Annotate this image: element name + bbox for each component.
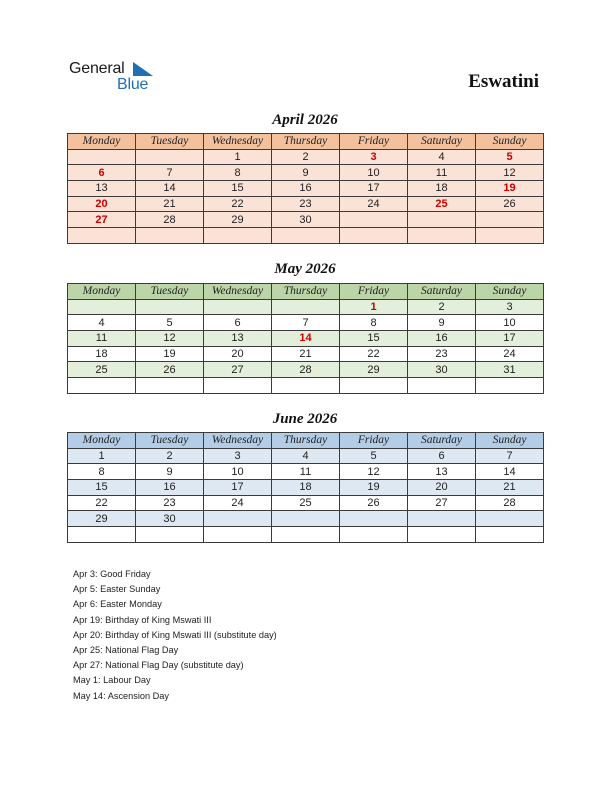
empty-day-cell xyxy=(68,149,136,165)
holiday-note: Apr 6: Easter Monday xyxy=(73,599,162,610)
weekday-header-row xyxy=(68,433,544,449)
week-row xyxy=(68,495,544,511)
empty-day-cell xyxy=(340,212,408,228)
day-cell: 15 xyxy=(340,331,408,347)
day-cell: 7 xyxy=(476,448,544,464)
day-cell: 28 xyxy=(136,212,204,228)
holiday-note: Apr 5: Easter Sunday xyxy=(73,584,161,595)
logo-text-general: General xyxy=(69,60,125,77)
empty-day-cell xyxy=(136,299,204,315)
empty-day-cell xyxy=(408,527,476,543)
day-cell: 13 xyxy=(408,464,476,480)
day-cell: 12 xyxy=(340,464,408,480)
holiday-note: May 1: Labour Day xyxy=(73,675,151,686)
country-title: Eswatini xyxy=(468,71,539,92)
day-cell: 25 xyxy=(408,196,476,212)
week-row xyxy=(68,181,544,197)
day-cell: 19 xyxy=(340,480,408,496)
weekday-header: Sunday xyxy=(476,433,544,449)
day-cell: 10 xyxy=(340,165,408,181)
empty-day-cell xyxy=(136,228,204,244)
empty-day-cell xyxy=(272,511,340,527)
week-row xyxy=(68,165,544,181)
day-cell: 28 xyxy=(272,362,340,378)
weekday-header: Monday xyxy=(68,433,136,449)
day-cell: 9 xyxy=(272,165,340,181)
logo-text-blue: Blue xyxy=(117,76,149,93)
day-cell: 5 xyxy=(476,149,544,165)
day-cell: 21 xyxy=(476,480,544,496)
day-cell: 29 xyxy=(340,362,408,378)
day-cell: 11 xyxy=(68,331,136,347)
day-cell: 15 xyxy=(68,480,136,496)
day-cell: 21 xyxy=(272,346,340,362)
empty-day-cell xyxy=(408,511,476,527)
week-row xyxy=(68,299,544,315)
day-cell: 8 xyxy=(68,464,136,480)
day-cell: 22 xyxy=(68,495,136,511)
empty-day-cell xyxy=(68,527,136,543)
week-row xyxy=(68,331,544,347)
holiday-note: Apr 20: Birthday of King Mswati III (substitute day) xyxy=(73,629,277,640)
week-row xyxy=(68,511,544,527)
day-cell: 6 xyxy=(204,315,272,331)
week-row xyxy=(68,212,544,228)
day-cell: 4 xyxy=(68,315,136,331)
day-cell: 26 xyxy=(136,362,204,378)
empty-day-cell xyxy=(136,378,204,394)
day-cell: 10 xyxy=(204,464,272,480)
empty-day-cell xyxy=(204,511,272,527)
holiday-note: Apr 3: Good Friday xyxy=(73,569,151,579)
empty-day-cell xyxy=(340,511,408,527)
empty-day-cell xyxy=(204,299,272,315)
empty-day-cell xyxy=(68,378,136,394)
day-cell: 25 xyxy=(272,495,340,511)
empty-day-cell xyxy=(68,228,136,244)
weekday-header: Friday xyxy=(340,433,408,449)
day-cell: 20 xyxy=(68,196,136,212)
weekday-header: Saturday xyxy=(408,134,476,150)
empty-day-cell xyxy=(476,228,544,244)
empty-day-cell xyxy=(340,228,408,244)
day-cell: 6 xyxy=(68,165,136,181)
day-cell: 18 xyxy=(408,181,476,197)
empty-day-cell xyxy=(340,527,408,543)
empty-day-cell xyxy=(136,149,204,165)
day-cell: 13 xyxy=(204,331,272,347)
week-row xyxy=(68,149,544,165)
weekday-header: Sunday xyxy=(476,284,544,300)
empty-day-cell xyxy=(272,299,340,315)
day-cell: 10 xyxy=(476,315,544,331)
week-row xyxy=(68,346,544,362)
day-cell: 4 xyxy=(272,448,340,464)
day-cell: 1 xyxy=(204,149,272,165)
weekday-header: Tuesday xyxy=(136,284,204,300)
day-cell: 16 xyxy=(136,480,204,496)
empty-day-cell xyxy=(272,527,340,543)
day-cell: 2 xyxy=(136,448,204,464)
weekday-header-row xyxy=(68,134,544,150)
weekday-header: Thursday xyxy=(272,433,340,449)
day-cell: 18 xyxy=(68,346,136,362)
day-cell: 3 xyxy=(340,149,408,165)
day-cell: 19 xyxy=(136,346,204,362)
day-cell: 3 xyxy=(476,299,544,315)
day-cell: 30 xyxy=(136,511,204,527)
weekday-header-row xyxy=(68,284,544,300)
day-cell: 14 xyxy=(272,331,340,347)
weekday-header: Tuesday xyxy=(136,134,204,150)
weekday-header: Wednesday xyxy=(204,284,272,300)
empty-day-cell xyxy=(272,228,340,244)
day-cell: 14 xyxy=(136,181,204,197)
day-cell: 17 xyxy=(476,331,544,347)
weekday-header: Monday xyxy=(68,134,136,150)
day-cell: 1 xyxy=(340,299,408,315)
holiday-note: Apr 19: Birthday of King Mswati III xyxy=(73,614,212,625)
day-cell: 27 xyxy=(68,212,136,228)
empty-day-cell xyxy=(272,378,340,394)
day-cell: 8 xyxy=(204,165,272,181)
day-cell: 28 xyxy=(476,495,544,511)
holiday-note: Apr 25: National Flag Day xyxy=(73,645,179,656)
empty-day-cell xyxy=(476,378,544,394)
weekday-header: Wednesday xyxy=(204,433,272,449)
empty-day-cell xyxy=(476,527,544,543)
week-row xyxy=(68,196,544,212)
holiday-note: May 14: Ascension Day xyxy=(73,690,170,701)
empty-day-cell xyxy=(204,527,272,543)
day-cell: 20 xyxy=(408,480,476,496)
day-cell: 4 xyxy=(408,149,476,165)
empty-day-cell xyxy=(476,511,544,527)
empty-day-cell xyxy=(408,212,476,228)
day-cell: 5 xyxy=(340,448,408,464)
week-row xyxy=(68,378,544,394)
empty-day-cell xyxy=(136,527,204,543)
day-cell: 9 xyxy=(136,464,204,480)
month-title: April 2026 xyxy=(272,112,338,128)
day-cell: 16 xyxy=(272,181,340,197)
month-calendar-table xyxy=(67,133,544,244)
day-cell: 13 xyxy=(68,181,136,197)
month-title: May 2026 xyxy=(274,261,336,277)
week-row xyxy=(68,228,544,244)
empty-day-cell xyxy=(204,378,272,394)
holiday-list xyxy=(73,567,277,704)
weekday-header: Thursday xyxy=(272,284,340,300)
month-calendar-table xyxy=(67,283,544,394)
week-row xyxy=(68,464,544,480)
day-cell: 29 xyxy=(204,212,272,228)
weekday-header: Friday xyxy=(340,134,408,150)
weekday-header: Monday xyxy=(68,284,136,300)
day-cell: 11 xyxy=(272,464,340,480)
day-cell: 20 xyxy=(204,346,272,362)
day-cell: 3 xyxy=(204,448,272,464)
day-cell: 8 xyxy=(340,315,408,331)
empty-day-cell xyxy=(476,212,544,228)
weekday-header: Thursday xyxy=(272,134,340,150)
day-cell: 7 xyxy=(136,165,204,181)
day-cell: 11 xyxy=(408,165,476,181)
day-cell: 9 xyxy=(408,315,476,331)
day-cell: 2 xyxy=(272,149,340,165)
day-cell: 1 xyxy=(68,448,136,464)
day-cell: 30 xyxy=(408,362,476,378)
day-cell: 7 xyxy=(272,315,340,331)
weekday-header: Tuesday xyxy=(136,433,204,449)
day-cell: 23 xyxy=(408,346,476,362)
week-row xyxy=(68,315,544,331)
empty-day-cell xyxy=(408,228,476,244)
month-title: June 2026 xyxy=(272,411,338,427)
day-cell: 17 xyxy=(340,181,408,197)
day-cell: 31 xyxy=(476,362,544,378)
day-cell: 23 xyxy=(136,495,204,511)
day-cell: 19 xyxy=(476,181,544,197)
logo-triangle-icon xyxy=(133,62,153,78)
day-cell: 25 xyxy=(68,362,136,378)
day-cell: 12 xyxy=(476,165,544,181)
day-cell: 15 xyxy=(204,181,272,197)
weekday-header: Saturday xyxy=(408,284,476,300)
day-cell: 21 xyxy=(136,196,204,212)
day-cell: 30 xyxy=(272,212,340,228)
empty-day-cell xyxy=(204,228,272,244)
week-row xyxy=(68,448,544,464)
day-cell: 22 xyxy=(204,196,272,212)
empty-day-cell xyxy=(68,299,136,315)
day-cell: 24 xyxy=(340,196,408,212)
day-cell: 5 xyxy=(136,315,204,331)
weekday-header: Wednesday xyxy=(204,134,272,150)
weekday-header: Friday xyxy=(340,284,408,300)
day-cell: 17 xyxy=(204,480,272,496)
day-cell: 16 xyxy=(408,331,476,347)
day-cell: 24 xyxy=(476,346,544,362)
day-cell: 22 xyxy=(340,346,408,362)
day-cell: 29 xyxy=(68,511,136,527)
day-cell: 2 xyxy=(408,299,476,315)
empty-day-cell xyxy=(340,378,408,394)
day-cell: 6 xyxy=(408,448,476,464)
weekday-header: Sunday xyxy=(476,134,544,150)
day-cell: 24 xyxy=(204,495,272,511)
weekday-header: Saturday xyxy=(408,433,476,449)
empty-day-cell xyxy=(408,378,476,394)
holiday-note: Apr 27: National Flag Day (substitute day) xyxy=(73,660,244,671)
day-cell: 26 xyxy=(340,495,408,511)
week-row xyxy=(68,527,544,543)
day-cell: 12 xyxy=(136,331,204,347)
week-row xyxy=(68,480,544,496)
day-cell: 27 xyxy=(204,362,272,378)
day-cell: 23 xyxy=(272,196,340,212)
day-cell: 26 xyxy=(476,196,544,212)
month-calendar-table xyxy=(67,432,544,543)
brand-logo xyxy=(69,60,169,96)
day-cell: 14 xyxy=(476,464,544,480)
week-row xyxy=(68,362,544,378)
day-cell: 18 xyxy=(272,480,340,496)
day-cell: 27 xyxy=(408,495,476,511)
